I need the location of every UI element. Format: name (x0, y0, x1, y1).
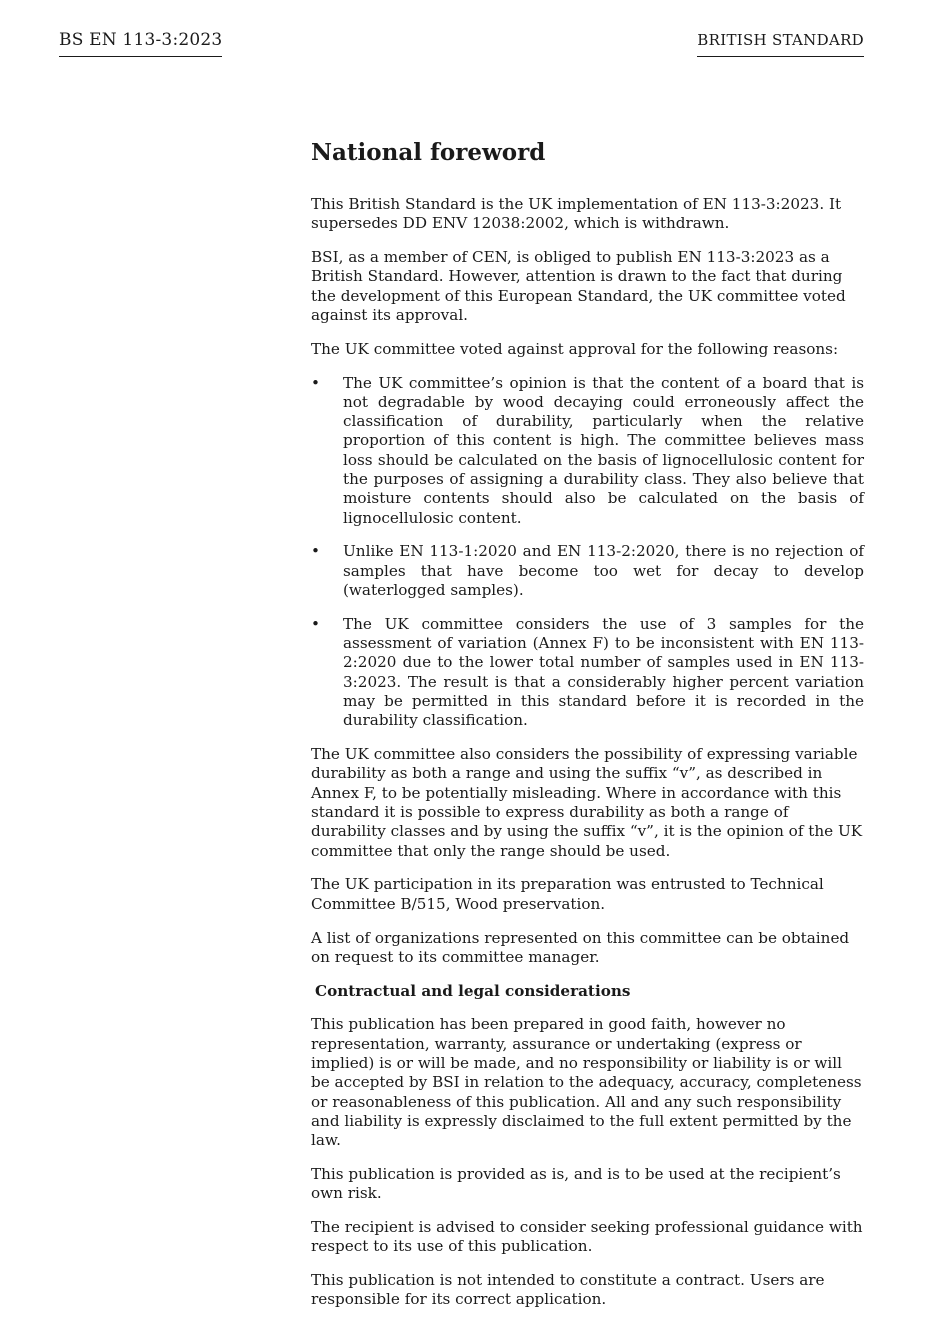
list-item (311, 542, 864, 600)
paragraph-committee-list: A list of organizations represented on this committee can be obtained on request to its committee manager. (311, 928, 850, 966)
bullet-icon: • (311, 614, 320, 633)
paragraph-own-risk: This publication is provided as is, and is to be used at the recipient’s own risk. (311, 1164, 841, 1203)
paragraph-good-faith: This publication has been prepared in good faith, however no representation, warranty, assurance or undertaking (express or implied) is or will be made, and no responsibility or liability is or will be accepted by BSI in relation to the adequacy, accuracy, completeness or reasonableness of this publication. All and any such responsibility and liability is expressly disclaimed to the full extent permitted by the law. (311, 1015, 862, 1150)
list-item-text: Unlike EN 113-1:2020 and EN 113-2:2020, there is no rejection of samples that have become too wet for decay to develop (waterlogged samples). (343, 542, 864, 600)
list-item (311, 615, 864, 731)
paragraph-bsi-obligation: BSI, as a member of CEN, is obliged to publish EN 113-3:2023 as a British Standard. However, attention is drawn to the fact that during the development of this European Standard, the UK committee voted against its approval. (311, 248, 846, 324)
paragraph-professional-guidance: The recipient is advised to consider seeking professional guidance with respect to its use of this publication. (311, 1218, 863, 1256)
paragraph-not-a-contract: This publication is not intended to constitute a contract. Users are responsible for its correct application. (311, 1271, 825, 1309)
paragraph-reasons-intro: The UK committee voted against approval for the following reasons: (311, 339, 839, 358)
list-item-text: The UK committee’s opinion is that the content of a board that is not degradable by wood decaying could erroneously affect the classification of durability, particularly when the relative proportion of this content is high. The committee believes mass loss should be calculated on the basis of lignocellulosic content for the purposes of assigning a durability class. They also believe that moisture contents should also be calculated on the basis of lignocellulosic content. (343, 373, 864, 527)
standard-type: BRITISH STANDARD (697, 31, 864, 57)
page-title: National foreword (311, 139, 546, 166)
paragraph-variable-durability: The UK committee also considers the possibility of expressing variable durability as both a range and using the suffix “v”, as described in Annex F, to be potentially misleading. Where in accordance with this standard it is possible to express durability as both a range of durability classes and by using the suffix “v”, it is the opinion of the UK committee that only the range should be used. (311, 745, 863, 860)
section-heading-legal: Contractual and legal considerations (315, 981, 631, 1000)
list-item (311, 374, 864, 528)
paragraph-implementation: This British Standard is the UK implementation of EN 113-3:2023. It supersedes DD ENV 12038:2002, which is withdrawn. (311, 195, 842, 233)
bullet-icon: • (311, 542, 320, 561)
paragraph-uk-participation: The UK participation in its preparation was entrusted to Technical Committee B/515, Wood preservation. (311, 875, 824, 913)
document-id: BS EN 113-3:2023 (59, 30, 222, 57)
bullet-icon: • (311, 373, 320, 392)
main-content (311, 138, 864, 1324)
reasons-list (311, 374, 864, 731)
list-item-text: The UK committee considers the use of 3 samples for the assessment of variation (Annex F) to be inconsistent with EN 113-2:2020 due to the lower total number of samples used in EN 113-3:2023. The result is that a considerably higher percent variation may be permitted in this standard before it is recorded in the durability classification. (343, 614, 864, 730)
